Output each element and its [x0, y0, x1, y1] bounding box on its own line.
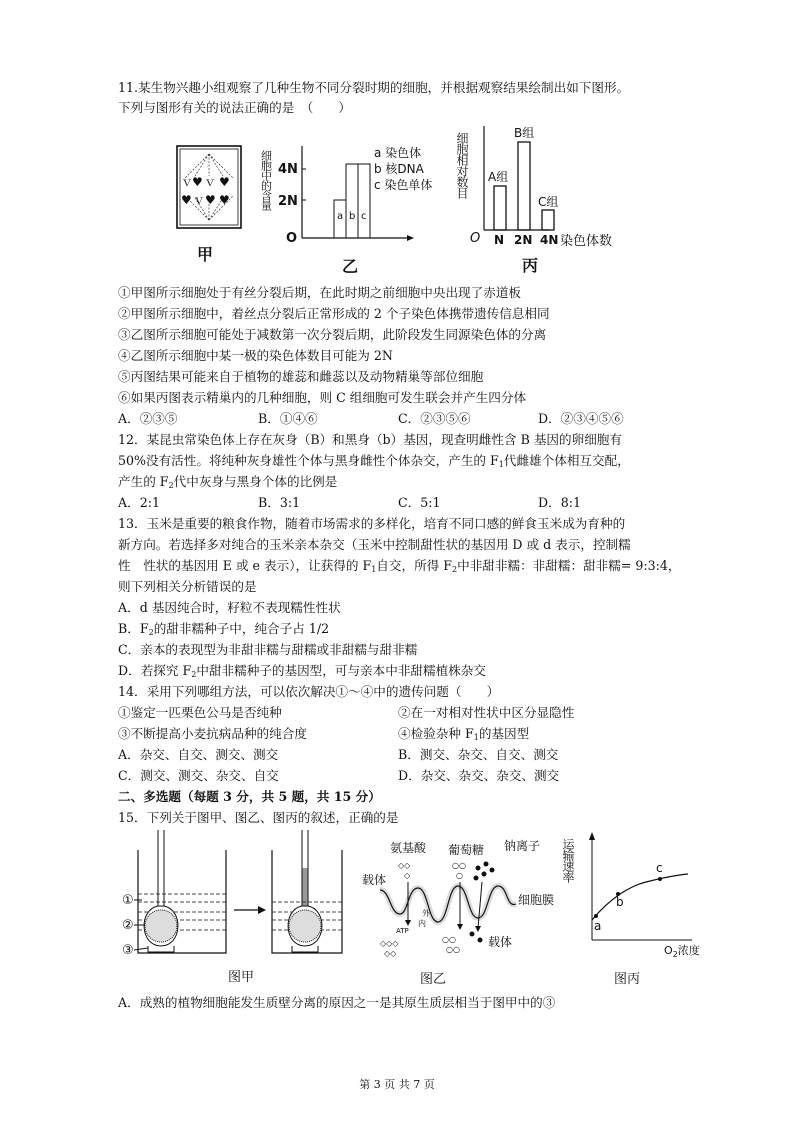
q11-statement: ②甲图所示细胞中，着丝点分裂后正常形成的 2 个子染色体携带遗传信息相同 [118, 306, 550, 321]
svg-text:♥: ♥ [219, 193, 230, 207]
q14-option-a: A．杂交、自交、测交、测交 [118, 747, 279, 762]
q13-option-c: C．亲本的表现型为非甜非糯与甜糯或非甜糯与甜非糯 [118, 642, 418, 657]
figure-yi-tick-o: O [286, 231, 298, 246]
figure-c-curve [561, 830, 706, 990]
figure-yi-tick-2n: 2N [278, 194, 298, 209]
q11-statement: ④乙图所示细胞中某一极的染色体数目可能为 2N [118, 348, 393, 363]
svg-text:c: c [656, 861, 663, 875]
q13-line4: 则下列相关分析错误的是 [118, 579, 257, 594]
svg-text:◇◇◇: ◇◇◇ [380, 939, 399, 948]
q13-line1: 13．玉米是重要的粮食作物，随着市场需求的多样化，培育不同口感的鲜食玉米成为育种的 [118, 516, 626, 531]
svg-text:ｖ: ｖ [181, 175, 194, 189]
svg-text:ATP: ATP [396, 927, 409, 935]
q15-option-a: A．成熟的植物细胞能发生质壁分离的原因之一是其原生质层相当于图甲中的③ [118, 995, 556, 1010]
svg-text:♥: ♥ [205, 193, 216, 207]
figure-a-marker-3: ③ [122, 943, 134, 958]
svg-text:◇◇: ◇◇ [384, 949, 397, 958]
svg-text:b: b [616, 895, 624, 909]
q14-item-2: ②在一对相对性状中区分显隐性 [398, 705, 575, 720]
figure-c-caption: 图丙 [614, 972, 641, 987]
svg-text:葡萄糖: 葡萄糖 [448, 843, 485, 857]
svg-text:○○: ○○ [442, 935, 456, 944]
svg-text:b: b [349, 211, 356, 222]
svg-text:钠离子: 钠离子 [504, 839, 541, 853]
q11-option-a: A．②③⑤ [118, 411, 178, 426]
q14-stem: 14．采用下列哪组方法，可以依次解决①～④中的遗传问题（ ） [118, 684, 500, 699]
figure-b-caption: 图乙 [420, 972, 447, 987]
q11-statement: ③乙图所示细胞可能处于减数第一次分裂后期，此阶段发生同源染色体的分离 [118, 327, 547, 342]
figure-yi-legend-a: a 染色体 [374, 146, 422, 160]
figure-bing-ylabel: 细胞相对数目 [455, 132, 469, 198]
figure-yi-legend-b: b 核DNA [374, 162, 424, 176]
q12-line1: 12．某昆虫常染色体上存在灰身（B）和黑身（b）基因，现查明雌性含 B 基因的卵细胞有 [118, 432, 622, 447]
q14-item-3: ③不断提高小麦抗病品种的纯合度 [118, 726, 307, 741]
figure-bing-bar-chart [455, 118, 698, 278]
figure-a-marker-1: ① [122, 893, 134, 908]
figure-yi-tick-4n: 4N [278, 162, 298, 177]
q12-option-b: B．3:1 [258, 495, 301, 510]
figure-bing-bar-b [518, 142, 530, 230]
figure-yi-ylabel: 细胞中的含量 [259, 150, 273, 210]
svg-text:○: ○ [456, 871, 463, 880]
svg-text:O: O [470, 231, 481, 246]
q13-option-b: B．$F_2$的甜非糯种子中，纯合子占 1/2 [118, 621, 330, 637]
svg-text:○○: ○○ [446, 945, 460, 954]
figure-a-caption: 图甲 [228, 970, 255, 985]
svg-text:c: c [361, 211, 367, 222]
svg-text:◇: ◇ [404, 871, 411, 880]
svg-text:细胞膜: 细胞膜 [518, 893, 555, 907]
q11-statement: ①甲图所示细胞处于有丝分裂后期，在此时期之前细胞中央出现了赤道板 [118, 285, 521, 300]
q11-option-c: C．②③⑤⑥ [398, 411, 471, 426]
figure-bing-bar-a [494, 186, 506, 230]
q13-line3: 性 性状的基因用 E 或 e 表示），让获得的 $F_1$自交，所得 $F_2$中非甜非糯：非甜糯：甜非糯= 9:3:4， [118, 558, 681, 574]
figure-jia-cell [175, 144, 245, 264]
q13-option-a: A．d 基因纯合时，籽粒不表现糯性性状 [118, 600, 341, 615]
figure-c-ylabel: 运输速率 [561, 838, 575, 882]
svg-text:外: 外 [422, 909, 430, 918]
figure-a-marker-2: ② [122, 918, 134, 933]
section-heading: 二、多选题（每题 3 分，共 5 题，共 15 分） [118, 789, 381, 804]
svg-text:2N: 2N [514, 233, 533, 247]
svg-text:○○: ○○ [452, 861, 466, 870]
figure-yi-bar-chart [259, 128, 452, 278]
q11-stem-line2: 下列与图形有关的说法正确的是 （ ） [118, 100, 351, 115]
q11-statement: ⑥如果丙图表示精巢内的几种细胞，则 C 组细胞可发生联会并产生四分体 [118, 390, 527, 405]
svg-text:N: N [494, 233, 505, 247]
page-footer: 第 3 页 共 7 页 [359, 1078, 435, 1091]
figure-bing-label-c: C组 [538, 195, 559, 209]
figure-c-xlabel: $O_2$浓度 [664, 944, 700, 959]
svg-text:载体: 载体 [488, 935, 513, 949]
q13-option-d: D．若探究 $F_2$中甜非糯种子的基因型，可与亲本中非甜糯植株杂交 [118, 663, 486, 679]
svg-text:♥: ♥ [192, 175, 203, 189]
figure-yi-legend-c: c 染色单体 [374, 178, 433, 192]
q12-line2: 50%没有活性。将纯种灰身雄性个体与黑身雌性个体杂交，产生的 $F_1$代雌雄个体相互交配， [118, 453, 630, 469]
q12-option-d: D．8:1 [538, 495, 581, 510]
svg-text:内: 内 [418, 919, 426, 928]
figure-yi-caption: 乙 [342, 257, 359, 276]
svg-text:a: a [594, 919, 602, 933]
q14-option-b: B．测交、杂交、自交、测交 [398, 747, 559, 762]
svg-text:♥: ♥ [219, 175, 230, 189]
svg-text:ｖ: ｖ [204, 175, 217, 189]
q12-option-c: C．5:1 [398, 495, 441, 510]
q14-option-d: D．杂交、杂交、杂交、测交 [398, 768, 560, 783]
q12-option-a: A．2:1 [118, 495, 160, 510]
figure-yi-bar-b [346, 164, 358, 238]
figure-bing-label-a: A组 [488, 170, 509, 184]
q14-item-1: ①鉴定一匹栗色公马是否纯种 [118, 705, 282, 720]
q14-option-c: C．测交、测交、杂交、自交 [118, 768, 279, 783]
figure-bing-label-b: B组 [514, 126, 535, 140]
figure-a-osmosis [118, 828, 348, 988]
q11-stem-line1: 11.某生物兴趣小组观察了几种生物不同分裂时期的细胞，并根据观察结果绘制出如下图形。 [118, 80, 630, 95]
svg-text:氨基酸: 氨基酸 [390, 841, 427, 855]
q13-line2: 新方向。若选择多对纯合的玉米亲本杂交（玉米中控制甜性状的基因用 D 或 d 表示，控制糯 [118, 537, 631, 552]
figure-b-membrane [356, 830, 566, 990]
q11-statement: ⑤丙图结果可能来自于植物的雄蕊和雌蕊以及动物精巢等部位细胞 [118, 369, 484, 384]
figure-bing-bar-c [542, 210, 554, 230]
figure-jia-caption: 甲 [197, 245, 214, 264]
svg-text:4N: 4N [540, 233, 559, 247]
svg-text:ｖ: ｖ [193, 193, 206, 207]
figure-bing-caption: 丙 [522, 256, 539, 275]
svg-text:载体: 载体 [362, 873, 387, 887]
q11-option-d: D．②③④⑤⑥ [538, 411, 624, 426]
q12-line3: 产生的 $F_2$代中灰身与黑身个体的比例是 [118, 474, 338, 490]
figure-yi-bar-c [358, 164, 370, 238]
svg-text:◇◇: ◇◇ [398, 861, 411, 870]
svg-text:♥: ♥ [181, 193, 192, 207]
q11-option-b: B．①④⑥ [258, 411, 318, 426]
q15-stem: 15．下列关于图甲、图乙、图丙的叙述，正确的是 [118, 810, 399, 825]
q14-item-4: ④检验杂种 $F_1$的基因型 [398, 726, 530, 742]
svg-text:a: a [337, 211, 344, 222]
figure-bing-xlabel: 染色体数 [560, 234, 613, 249]
